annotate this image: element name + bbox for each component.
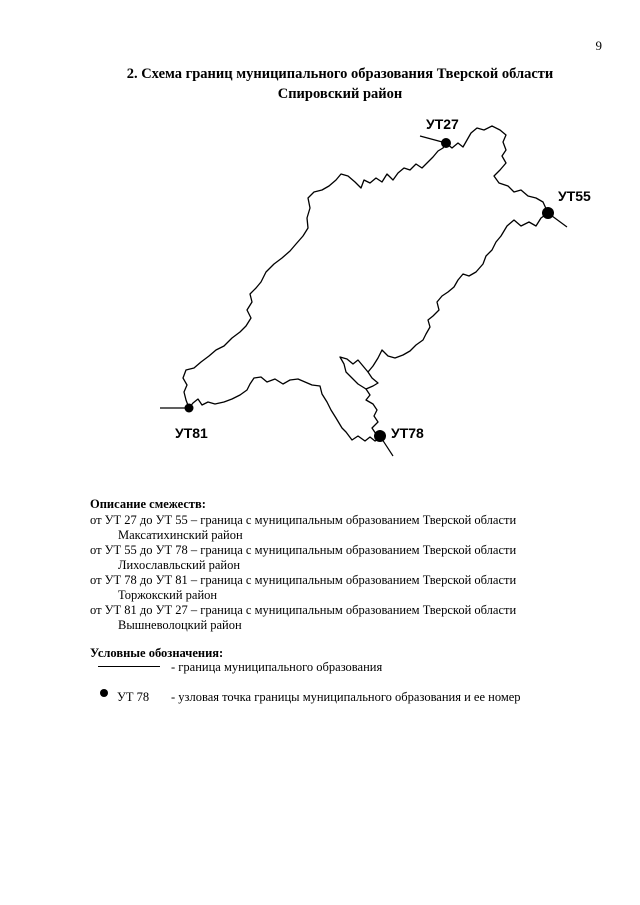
ut78-label: УТ78 — [391, 425, 424, 441]
legend-heading: Условные обозначения: — [90, 646, 224, 660]
adjacency-item — [90, 513, 610, 543]
adjacency-district: Лихославльский район — [118, 558, 241, 572]
ut27-label: УТ27 — [426, 116, 459, 132]
node-dot-icon — [100, 689, 108, 697]
boundary-line-sample — [98, 666, 160, 667]
page-number: 9 — [595, 38, 602, 53]
adjacency-district: Торжокский район — [118, 588, 218, 602]
adjacency-description — [90, 497, 610, 633]
adjacency-district: Вышневолоцкий район — [118, 618, 242, 632]
legend-node-text: - узловая точка границы муниципального образования и ее номер — [171, 690, 521, 704]
legend-boundary-text: - граница муниципального образования — [171, 660, 383, 674]
legend — [90, 646, 610, 709]
adjacency-district: Максатихинский район — [118, 528, 243, 542]
district-map — [0, 100, 640, 470]
ut27-node-marker — [441, 138, 451, 148]
page-title: 2. Схема границ муниципального образования Тверской области — [126, 66, 554, 82]
district-boundary — [183, 126, 548, 441]
ut78-node-marker — [374, 430, 386, 442]
adjacency-line: от УТ 55 до УТ 78 – граница с муниципальным образованием Тверской области — [90, 543, 517, 557]
adjacency-heading: Описание смежеств: — [90, 497, 206, 511]
adjacency-item — [90, 543, 610, 573]
ut81-node-marker — [185, 404, 194, 413]
ut55-label: УТ55 — [558, 188, 591, 204]
adjacency-line: от УТ 81 до УТ 27 – граница с муниципальным образованием Тверской области — [90, 603, 517, 617]
legend-node-code: УТ 78 — [117, 690, 150, 704]
boundary-inlet — [340, 357, 368, 389]
ut81-label: УТ81 — [175, 425, 208, 441]
ut55-node-marker — [542, 207, 554, 219]
adjacency-item — [90, 603, 610, 633]
legend-node-row — [90, 685, 610, 709]
adjacency-line: от УТ 78 до УТ 81 – граница с муниципальным образованием Тверской области — [90, 573, 517, 587]
adjacency-item — [90, 573, 610, 603]
district-name: Спировский район — [277, 86, 403, 102]
adjacency-line: от УТ 27 до УТ 55 – граница с муниципальным образованием Тверской области — [90, 513, 517, 527]
legend-boundary-row — [90, 661, 610, 685]
